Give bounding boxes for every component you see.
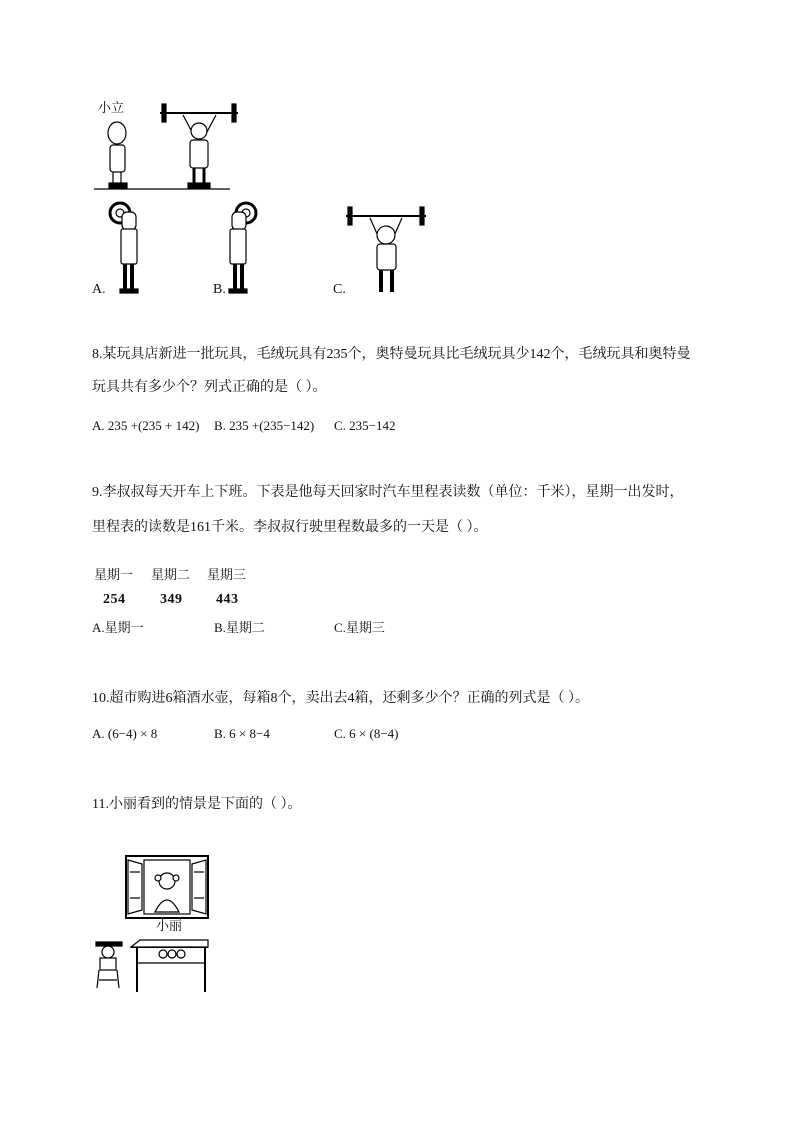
table-header-tue: 星期二 xyxy=(151,567,191,582)
table-value-mon: 254 xyxy=(103,592,126,607)
q7-figure-label: 小立 xyxy=(98,100,125,115)
q9-text-line1: 9.李叔叔每天开车上下班。下表是他每天回家时汽车里程表读数（单位：千米），星期一出发时， xyxy=(92,485,684,500)
q8-option-b[interactable]: B. 235 +(235−142) xyxy=(214,418,315,433)
table-header-wed: 星期三 xyxy=(207,567,247,582)
q10-text-line1: 10.超市购进6箱酒水壶，每箱8个，卖出去4箱，还剩多少个？正确的列式是（ ）。 xyxy=(92,691,589,706)
q7-option-a[interactable]: A. xyxy=(92,282,106,297)
q7-option-b[interactable]: B. xyxy=(213,282,226,297)
q8-text-line1: 8.某玩具店新进一批玩具，毛绒玩具有235个，奥特曼玩具比毛绒玩具少142个，毛绒玩具和奥特曼 xyxy=(92,347,691,362)
q8-option-c[interactable]: C. 235−142 xyxy=(334,418,396,433)
q9-option-c[interactable]: C.星期三 xyxy=(334,620,385,635)
q9-text-line2: 里程表的读数是161千米。李叔叔行驶里程数最多的一天是（ ）。 xyxy=(92,520,488,535)
table-header-mon: 星期一 xyxy=(94,567,134,582)
q9-option-a[interactable]: A.星期一 xyxy=(92,620,144,635)
q10-option-a[interactable]: A. (6−4) × 8 xyxy=(92,726,158,741)
q11-text-line1: 11.小丽看到的情景是下面的（ ）。 xyxy=(92,797,302,812)
q8-option-a[interactable]: A. 235 +(235 + 142) xyxy=(92,418,200,433)
q10-option-c[interactable]: C. 6 × (8−4) xyxy=(334,726,399,741)
q9-option-b[interactable]: B.星期二 xyxy=(214,620,265,635)
q11-figure-label: 小丽 xyxy=(156,918,183,933)
table-value-wed: 443 xyxy=(216,592,239,607)
q7-option-c[interactable]: C. xyxy=(333,282,346,297)
q10-option-b[interactable]: B. 6 × 8−4 xyxy=(214,726,270,741)
q8-text-line2: 玩具共有多少个？列式正确的是（ ）。 xyxy=(92,380,327,395)
table-value-tue: 349 xyxy=(160,592,183,607)
